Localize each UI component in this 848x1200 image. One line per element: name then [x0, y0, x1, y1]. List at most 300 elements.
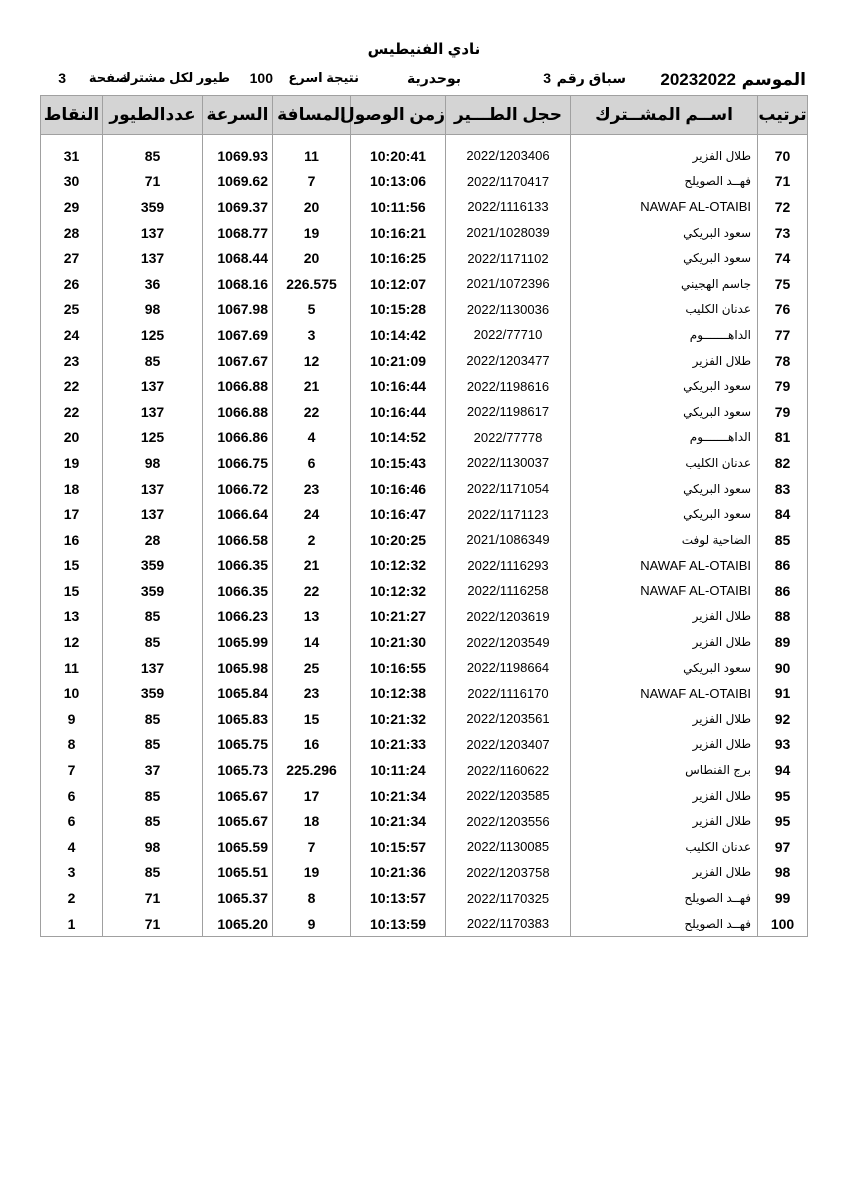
table-row	[41, 911, 808, 937]
cell-arrival: 10:16:47	[351, 501, 446, 527]
race-location: بوحدرية	[406, 70, 461, 86]
cell-ring: 2022/1203561	[446, 706, 571, 732]
cell-speed: 1067.98	[203, 297, 273, 323]
cell-ring: 2021/1086349	[446, 527, 571, 553]
cell-ring: 2022/1130085	[446, 834, 571, 860]
cell-ring: 2022/1116293	[446, 553, 571, 579]
cell-distance: 226.575	[273, 271, 351, 297]
cell-points: 6	[41, 808, 103, 834]
table-row	[41, 245, 808, 271]
cell-distance: 19	[273, 860, 351, 886]
cell-ring: 2022/1171102	[446, 245, 571, 271]
cell-speed: 1066.88	[203, 399, 273, 425]
cell-rank: 81	[758, 425, 808, 451]
cell-bird-count: 71	[103, 885, 203, 911]
cell-ring: 2022/1203619	[446, 604, 571, 630]
cell-participant: سعود البريكي	[571, 245, 758, 271]
cell-rank: 98	[758, 860, 808, 886]
cell-participant: سعود البريكي	[571, 220, 758, 246]
cell-distance: 22	[273, 578, 351, 604]
table-row	[41, 629, 808, 655]
cell-ring: 2022/1203477	[446, 348, 571, 374]
cell-speed: 1066.72	[203, 476, 273, 502]
table-row	[41, 680, 808, 706]
cell-speed: 1068.44	[203, 245, 273, 271]
cell-arrival: 10:21:09	[351, 348, 446, 374]
cell-bird-count: 28	[103, 527, 203, 553]
cell-points: 24	[41, 322, 103, 348]
cell-rank: 95	[758, 783, 808, 809]
cell-points: 28	[41, 220, 103, 246]
cell-distance: 6	[273, 450, 351, 476]
cell-speed: 1069.62	[203, 169, 273, 195]
cell-arrival: 10:12:38	[351, 680, 446, 706]
result-count: 100	[249, 70, 273, 86]
cell-distance: 23	[273, 476, 351, 502]
table-row	[41, 655, 808, 681]
cell-rank: 100	[758, 911, 808, 937]
race-number: 3	[543, 70, 551, 86]
cell-distance: 13	[273, 604, 351, 630]
cell-distance: 225.296	[273, 757, 351, 783]
table-header	[41, 96, 808, 135]
cell-distance: 25	[273, 655, 351, 681]
cell-participant: عدنان الكليب	[571, 834, 758, 860]
table-row	[41, 553, 808, 579]
col-ring: حجل الطـــير	[446, 96, 571, 135]
cell-ring: 2022/1130037	[446, 450, 571, 476]
table-row	[41, 220, 808, 246]
cell-rank: 89	[758, 629, 808, 655]
season-label: الموسم	[741, 70, 806, 89]
table-row	[41, 169, 808, 195]
table-row	[41, 143, 808, 169]
cell-ring: 2022/1171054	[446, 476, 571, 502]
cell-rank: 91	[758, 680, 808, 706]
cell-arrival: 10:12:32	[351, 553, 446, 579]
cell-bird-count: 85	[103, 860, 203, 886]
cell-bird-count: 359	[103, 680, 203, 706]
cell-arrival: 10:15:28	[351, 297, 446, 323]
cell-rank: 99	[758, 885, 808, 911]
cell-ring: 2022/1203585	[446, 783, 571, 809]
table-row	[41, 348, 808, 374]
cell-speed: 1065.67	[203, 808, 273, 834]
cell-participant: NAWAF AL-OTAIBI	[571, 578, 758, 604]
cell-ring: 2022/1170417	[446, 169, 571, 195]
cell-ring: 2022/1203549	[446, 629, 571, 655]
cell-bird-count: 85	[103, 629, 203, 655]
col-participant: اســم المشــترك	[571, 96, 758, 135]
cell-participant: فهــد الصويلح	[571, 169, 758, 195]
cell-bird-count: 85	[103, 808, 203, 834]
cell-rank: 93	[758, 732, 808, 758]
cell-rank: 83	[758, 476, 808, 502]
cell-ring: 2022/1198616	[446, 373, 571, 399]
table-row	[41, 271, 808, 297]
cell-rank: 97	[758, 834, 808, 860]
cell-points: 11	[41, 655, 103, 681]
cell-speed: 1065.37	[203, 885, 273, 911]
cell-arrival: 10:21:34	[351, 783, 446, 809]
cell-points: 9	[41, 706, 103, 732]
cell-distance: 19	[273, 220, 351, 246]
cell-ring: 2022/1198617	[446, 399, 571, 425]
cell-speed: 1065.59	[203, 834, 273, 860]
cell-arrival: 10:20:41	[351, 143, 446, 169]
cell-bird-count: 98	[103, 834, 203, 860]
table-row	[41, 297, 808, 323]
cell-points: 15	[41, 578, 103, 604]
cell-arrival: 10:11:24	[351, 757, 446, 783]
header-spacer	[41, 135, 808, 144]
cell-speed: 1069.93	[203, 143, 273, 169]
cell-distance: 2	[273, 527, 351, 553]
cell-participant: طلال الفزير	[571, 860, 758, 886]
cell-distance: 4	[273, 425, 351, 451]
cell-arrival: 10:21:32	[351, 706, 446, 732]
cell-distance: 8	[273, 885, 351, 911]
cell-speed: 1066.88	[203, 373, 273, 399]
cell-rank: 72	[758, 194, 808, 220]
cell-distance: 11	[273, 143, 351, 169]
cell-rank: 82	[758, 450, 808, 476]
cell-speed: 1067.69	[203, 322, 273, 348]
cell-bird-count: 125	[103, 425, 203, 451]
cell-rank: 73	[758, 220, 808, 246]
cell-distance: 21	[273, 553, 351, 579]
cell-participant: الداهـــــــوم	[571, 322, 758, 348]
cell-distance: 7	[273, 169, 351, 195]
col-speed: السرعة	[203, 96, 273, 135]
cell-participant: الضاحية لوفت	[571, 527, 758, 553]
cell-bird-count: 85	[103, 348, 203, 374]
cell-arrival: 10:13:06	[351, 169, 446, 195]
cell-speed: 1069.37	[203, 194, 273, 220]
table-row	[41, 527, 808, 553]
cell-speed: 1066.75	[203, 450, 273, 476]
cell-arrival: 10:13:59	[351, 911, 446, 937]
cell-bird-count: 137	[103, 476, 203, 502]
cell-participant: سعود البريكي	[571, 476, 758, 502]
cell-speed: 1065.99	[203, 629, 273, 655]
cell-bird-count: 137	[103, 399, 203, 425]
table-row	[41, 604, 808, 630]
cell-bird-count: 359	[103, 194, 203, 220]
cell-arrival: 10:14:42	[351, 322, 446, 348]
cell-points: 19	[41, 450, 103, 476]
cell-participant: طلال الفزير	[571, 143, 758, 169]
page-number: 3	[58, 70, 66, 86]
cell-speed: 1066.35	[203, 578, 273, 604]
page-label: صفحة	[88, 70, 128, 85]
table-row	[41, 732, 808, 758]
cell-points: 22	[41, 399, 103, 425]
cell-speed: 1065.67	[203, 783, 273, 809]
cell-participant: NAWAF AL-OTAIBI	[571, 194, 758, 220]
cell-rank: 90	[758, 655, 808, 681]
cell-points: 7	[41, 757, 103, 783]
cell-points: 31	[41, 143, 103, 169]
cell-participant: طلال الفزير	[571, 604, 758, 630]
cell-bird-count: 98	[103, 450, 203, 476]
cell-participant: فهــد الصويلح	[571, 911, 758, 937]
cell-participant: جاسم الهجيني	[571, 271, 758, 297]
cell-points: 10	[41, 680, 103, 706]
cell-bird-count: 137	[103, 245, 203, 271]
cell-distance: 7	[273, 834, 351, 860]
cell-bird-count: 71	[103, 911, 203, 937]
cell-participant: الداهـــــــوم	[571, 425, 758, 451]
cell-ring: 2022/1170383	[446, 911, 571, 937]
cell-arrival: 10:16:44	[351, 399, 446, 425]
cell-arrival: 10:21:27	[351, 604, 446, 630]
cell-points: 2	[41, 885, 103, 911]
cell-distance: 21	[273, 373, 351, 399]
col-bird-count: عددالطيور	[103, 96, 203, 135]
birds-per-member: طيور لكل مشترك	[118, 70, 230, 85]
table-row	[41, 399, 808, 425]
cell-ring: 2022/1203556	[446, 808, 571, 834]
cell-ring: 2022/1203758	[446, 860, 571, 886]
cell-ring: 2022/1170325	[446, 885, 571, 911]
cell-bird-count: 125	[103, 322, 203, 348]
cell-participant: سعود البريكي	[571, 501, 758, 527]
cell-arrival: 10:13:57	[351, 885, 446, 911]
cell-participant: برج الفنطاس	[571, 757, 758, 783]
club-name: نادي الفنيطيس	[367, 41, 481, 58]
cell-speed: 1066.58	[203, 527, 273, 553]
cell-distance: 23	[273, 680, 351, 706]
cell-bird-count: 85	[103, 783, 203, 809]
cell-distance: 14	[273, 629, 351, 655]
table-row	[41, 860, 808, 886]
col-distance: المسافة	[273, 96, 351, 135]
cell-ring: 2022/1160622	[446, 757, 571, 783]
cell-arrival: 10:16:44	[351, 373, 446, 399]
table-row	[41, 425, 808, 451]
race-info-bar	[40, 70, 806, 90]
cell-participant: طلال الفزير	[571, 348, 758, 374]
cell-arrival: 10:20:25	[351, 527, 446, 553]
cell-arrival: 10:16:55	[351, 655, 446, 681]
cell-arrival: 10:21:34	[351, 808, 446, 834]
cell-speed: 1065.75	[203, 732, 273, 758]
cell-bird-count: 37	[103, 757, 203, 783]
col-arrival: زمن الوصول	[351, 96, 446, 135]
cell-speed: 1065.83	[203, 706, 273, 732]
cell-distance: 20	[273, 194, 351, 220]
table-row	[41, 808, 808, 834]
cell-participant: فهــد الصويلح	[571, 885, 758, 911]
cell-rank: 85	[758, 527, 808, 553]
cell-distance: 16	[273, 732, 351, 758]
cell-bird-count: 98	[103, 297, 203, 323]
cell-ring: 2021/1028039	[446, 220, 571, 246]
season-value: 20232022	[660, 70, 736, 89]
cell-rank: 92	[758, 706, 808, 732]
cell-rank: 74	[758, 245, 808, 271]
cell-rank: 77	[758, 322, 808, 348]
cell-points: 17	[41, 501, 103, 527]
cell-ring: 2022/1203407	[446, 732, 571, 758]
table-row	[41, 373, 808, 399]
cell-rank: 94	[758, 757, 808, 783]
cell-arrival: 10:21:36	[351, 860, 446, 886]
col-points: النقاط	[41, 96, 103, 135]
cell-distance: 15	[273, 706, 351, 732]
cell-rank: 75	[758, 271, 808, 297]
table-row	[41, 885, 808, 911]
cell-arrival: 10:16:21	[351, 220, 446, 246]
cell-ring: 2022/1130036	[446, 297, 571, 323]
cell-participant: NAWAF AL-OTAIBI	[571, 680, 758, 706]
cell-points: 16	[41, 527, 103, 553]
cell-bird-count: 359	[103, 578, 203, 604]
table-row	[41, 757, 808, 783]
cell-points: 12	[41, 629, 103, 655]
cell-bird-count: 137	[103, 501, 203, 527]
cell-speed: 1065.73	[203, 757, 273, 783]
cell-ring: 2022/77710	[446, 322, 571, 348]
col-rank: ترتيب	[758, 96, 808, 135]
cell-participant: طلال الفزير	[571, 783, 758, 809]
cell-bird-count: 85	[103, 604, 203, 630]
cell-points: 4	[41, 834, 103, 860]
cell-arrival: 10:15:57	[351, 834, 446, 860]
table-row	[41, 783, 808, 809]
cell-bird-count: 85	[103, 732, 203, 758]
cell-arrival: 10:11:56	[351, 194, 446, 220]
table-row	[41, 476, 808, 502]
cell-distance: 5	[273, 297, 351, 323]
cell-points: 3	[41, 860, 103, 886]
cell-speed: 1067.67	[203, 348, 273, 374]
cell-rank: 79	[758, 373, 808, 399]
cell-rank: 84	[758, 501, 808, 527]
cell-points: 6	[41, 783, 103, 809]
cell-ring: 2022/1116170	[446, 680, 571, 706]
cell-points: 18	[41, 476, 103, 502]
cell-rank: 88	[758, 604, 808, 630]
cell-rank: 95	[758, 808, 808, 834]
cell-arrival: 10:14:52	[351, 425, 446, 451]
cell-distance: 24	[273, 501, 351, 527]
cell-arrival: 10:21:30	[351, 629, 446, 655]
result-label: نتيجة اسرع	[288, 70, 359, 85]
cell-points: 13	[41, 604, 103, 630]
cell-participant: سعود البريكي	[571, 399, 758, 425]
cell-arrival: 10:16:46	[351, 476, 446, 502]
cell-points: 27	[41, 245, 103, 271]
cell-points: 29	[41, 194, 103, 220]
cell-ring: 2022/77778	[446, 425, 571, 451]
cell-rank: 76	[758, 297, 808, 323]
cell-points: 26	[41, 271, 103, 297]
cell-points: 23	[41, 348, 103, 374]
cell-speed: 1065.98	[203, 655, 273, 681]
cell-bird-count: 137	[103, 655, 203, 681]
cell-distance: 17	[273, 783, 351, 809]
cell-speed: 1066.64	[203, 501, 273, 527]
cell-rank: 78	[758, 348, 808, 374]
table-row	[41, 834, 808, 860]
cell-bird-count: 85	[103, 706, 203, 732]
table-row	[41, 501, 808, 527]
cell-arrival: 10:16:25	[351, 245, 446, 271]
cell-distance: 20	[273, 245, 351, 271]
cell-participant: عدنان الكليب	[571, 297, 758, 323]
cell-distance: 3	[273, 322, 351, 348]
race-label: سباق رقم	[556, 70, 626, 86]
cell-speed: 1066.86	[203, 425, 273, 451]
cell-distance: 18	[273, 808, 351, 834]
cell-participant: عدنان الكليب	[571, 450, 758, 476]
cell-bird-count: 359	[103, 553, 203, 579]
cell-arrival: 10:21:33	[351, 732, 446, 758]
cell-bird-count: 71	[103, 169, 203, 195]
cell-ring: 2022/1198664	[446, 655, 571, 681]
cell-participant: سعود البريكي	[571, 373, 758, 399]
cell-speed: 1066.35	[203, 553, 273, 579]
cell-speed: 1065.20	[203, 911, 273, 937]
cell-bird-count: 137	[103, 373, 203, 399]
cell-ring: 2022/1171123	[446, 501, 571, 527]
cell-participant: طلال الفزير	[571, 732, 758, 758]
cell-participant: طلال الفزير	[571, 808, 758, 834]
cell-points: 15	[41, 553, 103, 579]
cell-points: 20	[41, 425, 103, 451]
cell-bird-count: 85	[103, 143, 203, 169]
cell-points: 30	[41, 169, 103, 195]
cell-points: 25	[41, 297, 103, 323]
cell-ring: 2022/1116133	[446, 194, 571, 220]
cell-speed: 1068.77	[203, 220, 273, 246]
cell-distance: 22	[273, 399, 351, 425]
cell-participant: طلال الفزير	[571, 629, 758, 655]
results-table	[40, 95, 808, 937]
cell-speed: 1066.23	[203, 604, 273, 630]
cell-rank: 70	[758, 143, 808, 169]
cell-distance: 9	[273, 911, 351, 937]
table-row	[41, 322, 808, 348]
cell-participant: طلال الفزير	[571, 706, 758, 732]
table-row	[41, 194, 808, 220]
cell-ring: 2022/1116258	[446, 578, 571, 604]
cell-distance: 12	[273, 348, 351, 374]
cell-speed: 1065.51	[203, 860, 273, 886]
table-row	[41, 706, 808, 732]
cell-bird-count: 137	[103, 220, 203, 246]
cell-speed: 1068.16	[203, 271, 273, 297]
cell-arrival: 10:12:32	[351, 578, 446, 604]
cell-participant: NAWAF AL-OTAIBI	[571, 553, 758, 579]
cell-rank: 79	[758, 399, 808, 425]
cell-speed: 1065.84	[203, 680, 273, 706]
cell-rank: 86	[758, 578, 808, 604]
cell-arrival: 10:12:07	[351, 271, 446, 297]
cell-ring: 2022/1203406	[446, 143, 571, 169]
cell-arrival: 10:15:43	[351, 450, 446, 476]
table-row	[41, 578, 808, 604]
cell-points: 22	[41, 373, 103, 399]
cell-points: 1	[41, 911, 103, 937]
cell-participant: سعود البريكي	[571, 655, 758, 681]
cell-ring: 2021/1072396	[446, 271, 571, 297]
cell-rank: 71	[758, 169, 808, 195]
table-row	[41, 450, 808, 476]
cell-bird-count: 36	[103, 271, 203, 297]
